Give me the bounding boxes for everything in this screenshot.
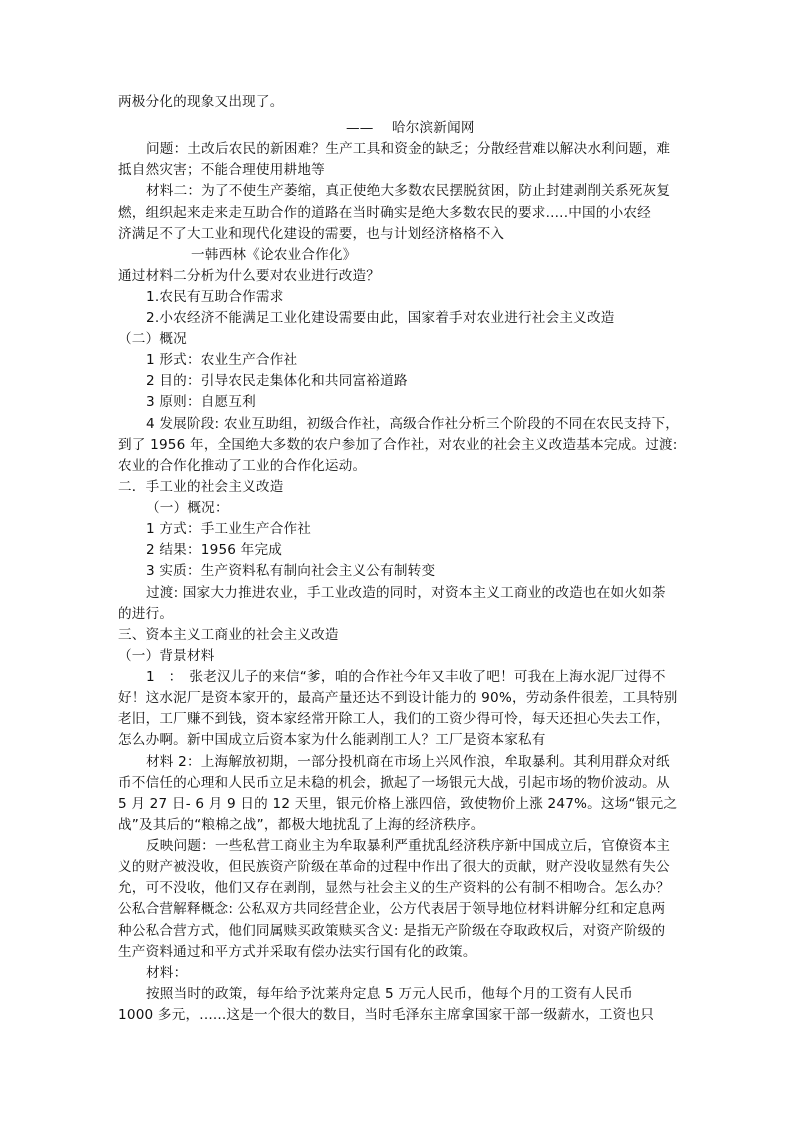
text-line-28: 1 ： 张老汉儿子的来信“爹，咱的合作社今年又丰收了吧！可我在上海水泥厂过得不 bbox=[146, 669, 666, 685]
text-line-3: 问题：土改后农民的新困难？生产工具和资金的缺乏；分散经营难以解决水利问题，难 bbox=[146, 141, 671, 157]
text-line-44: 1000 多元，......这是一个很大的数目，当时毛泽东主席拿国家干部一级薪水，工资也只 bbox=[118, 1007, 655, 1023]
text-line-14: 2 目的：引导农民走集体化和共同富裕道路 bbox=[146, 373, 408, 389]
text-line-43: 按照当时的政策，每年给予沈莱舟定息 5 万元人民币，他每个月的工资有人民币 bbox=[146, 986, 633, 1002]
text-line-25: 的进行。 bbox=[118, 606, 174, 622]
text-line-38: 允，可不没收，他们又存在剥削，显然与社会主义的生产资料的公有制不相吻合。怎么办？ bbox=[118, 880, 670, 896]
section-heading: 三、资本主义工商业的社会主义改造 bbox=[118, 627, 339, 643]
text-line-39: 公私合营解释概念: 公私双方共同经营企业，公方代表居于领导地位材料讲解分红和定息两 bbox=[118, 901, 666, 917]
text-line-40: 种公私合营方式，他们同属赎买政策赎买含义: 是指无产阶级在夺取政权后，对资产阶级的 bbox=[118, 923, 666, 939]
text-line-7: 济满足不了大工业和现代化建设的需要，也与计划经济格格不入 bbox=[118, 226, 505, 242]
text-line-35: 战”及其后的“粮棉之战”，都极大地扰乱了上海的经济秩序。 bbox=[118, 817, 485, 833]
source-line-2: 一韩西林《论农业合作化》 bbox=[191, 247, 357, 263]
text-line-4: 抵自然灾害；不能合理使用耕地等 bbox=[118, 162, 325, 178]
text-line-29: 好！这水泥厂是资本家开的，最高产量还达不到设计能力的 90%，劳动条件很差，工具特别 bbox=[118, 690, 678, 706]
text-line-21: 1 方式：手工业生产合作社 bbox=[146, 521, 312, 537]
text-line-41: 生产资料通过和平方式并采取有偿办法实行国有化的政策。 bbox=[118, 944, 477, 960]
text-line-33: 币不信任的心理和人民币立足未稳的机会，掀起了一场银元大战，引起市场的物价波动。从 bbox=[118, 775, 670, 791]
text-line-1: 两极分化的现象又出现了。 bbox=[118, 94, 284, 110]
text-line-36: 反映问题：一些私营工商业主为牟取暴利严重扰乱经济秩序新中国成立后，官僚资本主 bbox=[146, 838, 671, 854]
text-line-11: 2.小农经济不能满足工业化建设需要由此，国家着手对农业进行社会主义改造 bbox=[146, 310, 615, 326]
section-heading: 二．手工业的社会主义改造 bbox=[118, 479, 284, 495]
text-line-37: 义的财产被没收，但民族资产阶级在革命的过程中作出了很大的贡献，财产没收显然有失公 bbox=[118, 859, 670, 875]
section-heading: （一）背景材料 bbox=[118, 648, 215, 664]
text-line-13: 1 形式：农业生产合作社 bbox=[146, 352, 298, 368]
text-line-24: 过渡: 国家大力推进农业，手工业改造的同时，对资本主义工商业的改造也在如火如荼 bbox=[146, 585, 666, 601]
text-line-18: 农业的合作化推动了工业的合作化运动。 bbox=[118, 458, 367, 474]
text-line-10: 1.农民有互助合作需求 bbox=[146, 289, 284, 305]
text-line-31: 怎么办啊。新中国成立后资本家为什么能剥削工人？工厂是资本家私有 bbox=[118, 732, 546, 748]
source-line-1: —— 哈尔滨新闻网 bbox=[346, 120, 475, 136]
text-line-23: 3 实质：生产资料私有制向社会主义公有制转变 bbox=[146, 563, 436, 579]
text-line-42: 材料： bbox=[146, 965, 188, 981]
section-heading: （一）概况： bbox=[146, 500, 229, 516]
text-line-34: 5 月 27 日- 6 月 9 日的 12 天里，银元价格上涨四倍，致使物价上涨 247%。这场“银元之 bbox=[118, 796, 678, 812]
text-line-17: 到了 1956 年，全国绝大多数的农户参加了合作社，对农业的社会主义改造基本完成。过渡: bbox=[118, 437, 678, 453]
text-line-22: 2 结果：1956 年完成 bbox=[146, 542, 283, 558]
text-line-5: 材料二：为了不使生产萎缩，真正使绝大多数农民摆脱贫困，防止封建剥削关系死灰复 bbox=[146, 183, 671, 199]
question-line: 通过材料二分析为什么要对农业进行改造？ bbox=[118, 268, 381, 284]
text-line-6: 燃，组织起来走来走互助合作的道路在当时确实是绝大多数农民的要求.....中国的小农经 bbox=[118, 205, 651, 221]
text-line-15: 3 原则：自愿互利 bbox=[146, 394, 256, 410]
section-heading: （二）概况 bbox=[118, 331, 187, 347]
text-line-30: 老旧，工厂赚不到钱，资本家经常开除工人，我们的工资少得可怜，每天还担心失去工作， bbox=[118, 711, 670, 727]
text-line-32: 材料 2：上海解放初期，一部分投机商在市场上兴风作浪，牟取暴利。其利用群众对纸 bbox=[146, 754, 670, 770]
text-line-16: 4 发展阶段: 农业互助组，初级合作社，高级合作社分析三个阶段的不同在农民支持下， bbox=[146, 416, 680, 432]
